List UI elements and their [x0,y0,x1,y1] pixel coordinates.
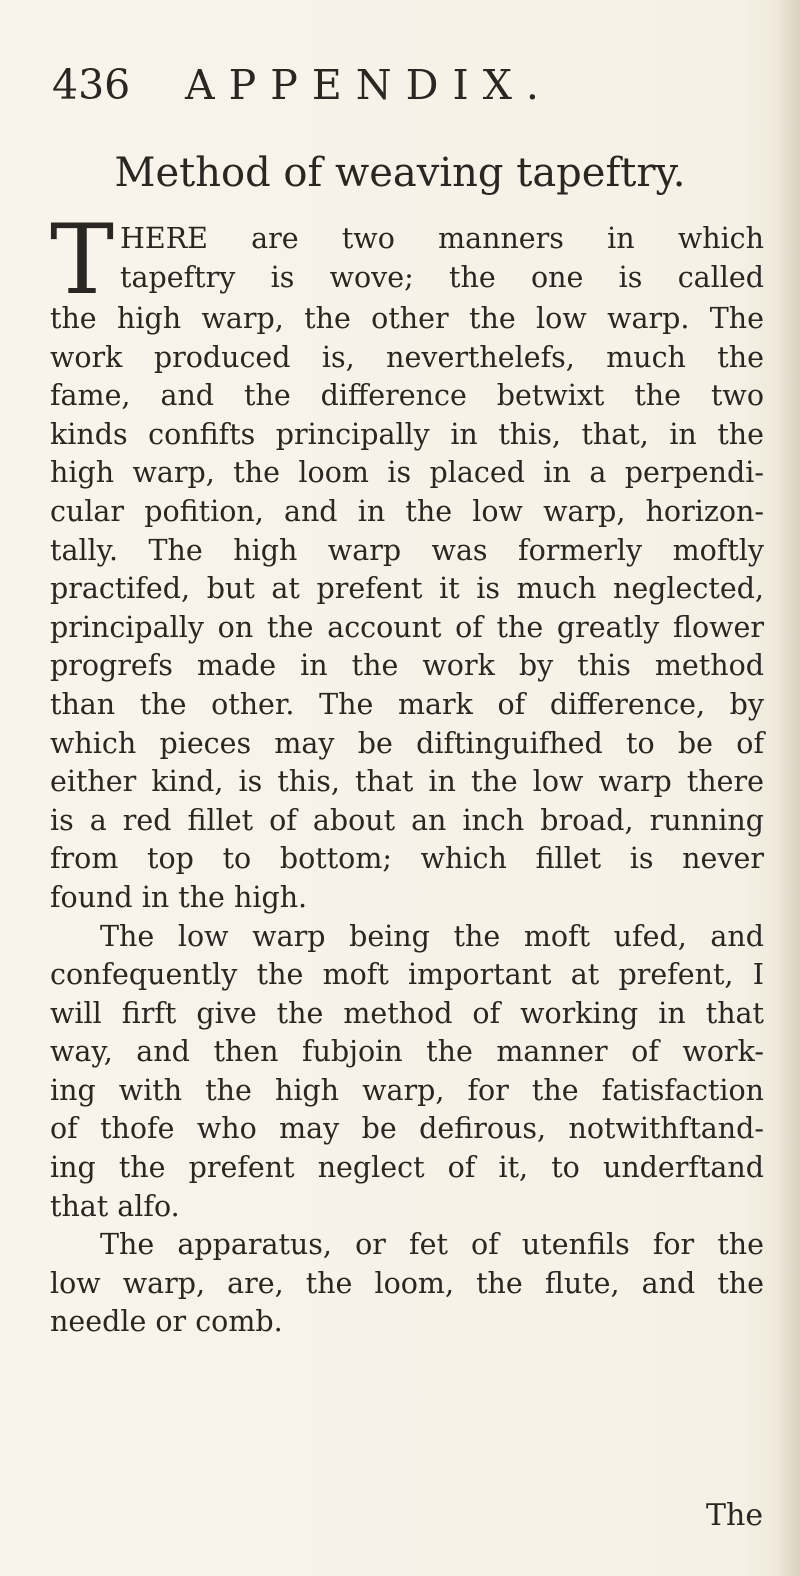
text-line: than the other. The mark of difference, by [50,687,764,721]
text-line: principally on the account of the greatly flower [50,610,764,644]
text-line: the high warp, the other the low warp. The [50,302,764,335]
text-line: which pieces may be diftinguifhed to be of [50,726,764,760]
page-header [52,60,752,110]
text-line: way, and then fubjoin the manner of work- [50,1035,764,1069]
text-line: tapeftry is wove; the one is called [120,260,764,294]
page-number: 436 [52,61,131,109]
text-line: confequently the moft important at prefent, I [50,958,764,992]
text-line: practifed, but at prefent it is much neglected, [50,572,764,606]
text-line: high warp, the loom is placed in a perpendi- [50,456,764,490]
text-line: tally. The high warp was formerly moftly [50,533,764,567]
text-line: found in the high. [50,880,308,914]
text-line: from top to bottom; which fillet is never [50,842,764,876]
text-line: of thofe who may be defirous, notwithftand- [50,1112,764,1146]
text-line: HERE are two manners in which [120,222,764,255]
running-head: APPENDIX. [185,61,553,109]
catchword: The [706,1498,764,1533]
text-line: ing the prefent neglect of it, to underftand [50,1151,764,1185]
text-line: cular pofition, and in the low warp, horizon- [50,494,764,528]
text-line: is a red fillet of about an inch broad, running [50,803,764,837]
text-line: work produced is, neverthelefs, much the [50,340,764,374]
text-line: low warp, are, the loom, the flute, and the [50,1266,764,1300]
text-line: needle or comb. [50,1305,283,1339]
text-line: will firft give the method of working in that [50,996,764,1030]
body-text [50,220,764,1342]
paragraph-1 [50,220,764,918]
text-line: progrefs made in the work by this method [50,649,764,683]
text-line: The low warp being the moft ufed, and [100,919,764,953]
text-line: The apparatus, or fet of utenfils for the [100,1228,764,1262]
text-line: that alfo. [50,1189,180,1223]
drop-cap: T [50,220,115,300]
paragraph-2 [50,918,764,1227]
paragraph-3 [50,1226,764,1342]
text-line: kinds confifts principally in this, that, in the [50,417,764,451]
text-line: fame, and the difference betwixt the two [50,379,764,413]
section-title: Method of weaving tapeftry. [114,150,686,196]
text-line: either kind, is this, that in the low warp there [50,765,764,799]
text-line: ing with the high warp, for the fatisfaction [50,1073,764,1107]
page-edge-shadow [776,0,800,1576]
